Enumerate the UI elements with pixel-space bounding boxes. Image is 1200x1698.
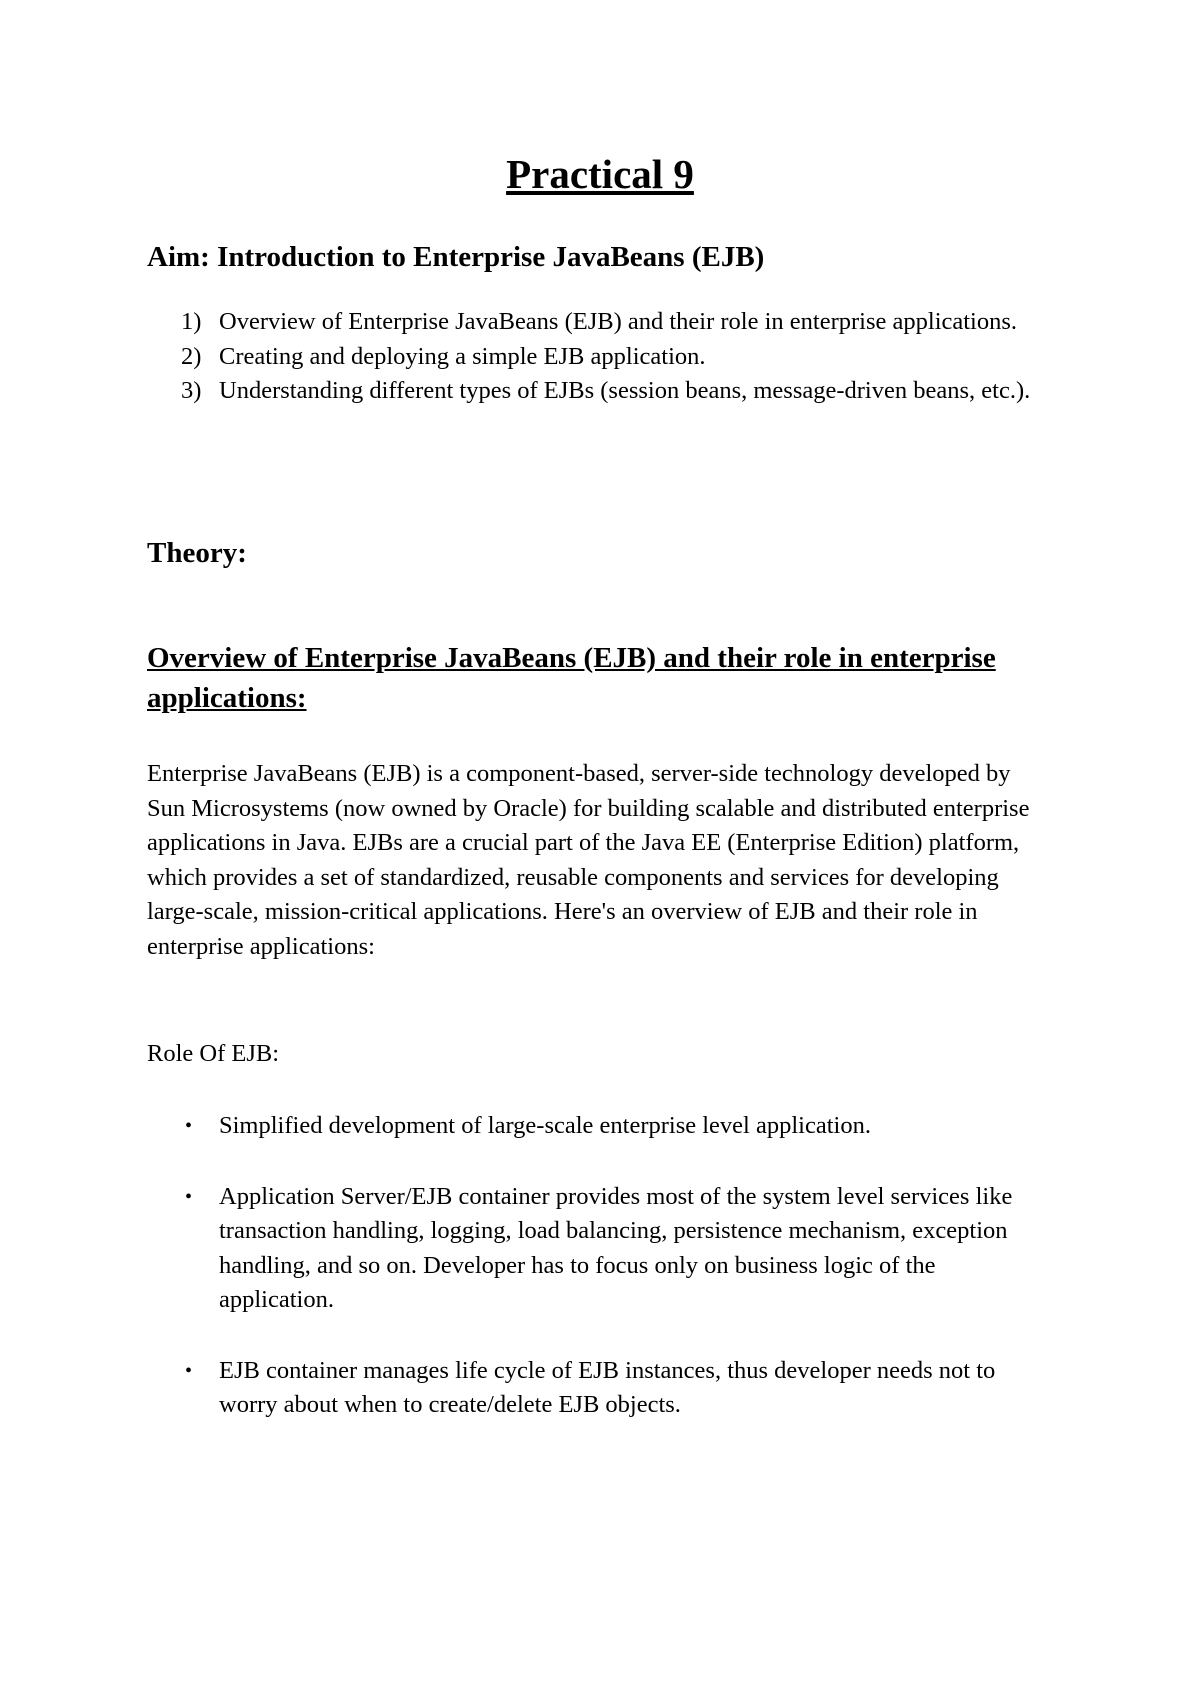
- aim-item: [147, 305, 1047, 340]
- aim-item-text: Creating and deploying a simple EJB application.: [219, 342, 706, 370]
- bullet-icon: •: [185, 1185, 193, 1208]
- role-bullet-list: [147, 1109, 1047, 1459]
- bullet-text: EJB container manages life cycle of EJB instances, thus developer needs not to worry about when to create/delete EJB objects.: [219, 1356, 996, 1418]
- bullet-item: [147, 1354, 1047, 1423]
- bullet-text: Simplified development of large-scale enterprise level application.: [219, 1112, 871, 1139]
- theory-heading: Theory:: [147, 537, 247, 569]
- aim-item-text: Understanding different types of EJBs (session beans, message-driven beans, etc.).: [219, 377, 1031, 404]
- role-heading: Role Of EJB:: [147, 1040, 280, 1067]
- bullet-icon: •: [185, 1359, 193, 1382]
- aim-item-number: 2): [181, 342, 202, 370]
- aim-item: [147, 340, 1047, 375]
- overview-paragraph: Enterprise JavaBeans (EJB) is a component-based, server-side technology developed by Sun Microsystems (now owned by Oracle) for building scalable and distributed enterprise applications in Java. EJBs are a crucial part of the Java EE (Enterprise Edition) platform, which provides a set of standardized, reusable components and services for developing large-scale, mission-critical applications. Here's an overview of EJB and their role in enterprise applications:: [147, 760, 1030, 960]
- aim-item-number: 1): [181, 308, 202, 335]
- bullet-item: [147, 1109, 1047, 1144]
- section-heading: Overview of Enterprise JavaBeans (EJB) and their role in enterprise applications:: [147, 642, 996, 714]
- aim-list: [147, 305, 1047, 409]
- page-title: Practical 9: [506, 151, 694, 197]
- aim-item: [147, 374, 1047, 409]
- aim-item-number: 3): [181, 377, 202, 404]
- bullet-text: Application Server/EJB container provides most of the system level services like transaction handling, logging, load balancing, persistence mechanism, exception handling, and so on. Developer has to focus only on business logic of the application.: [219, 1182, 1013, 1313]
- aim-item-text: Overview of Enterprise JavaBeans (EJB) and their role in enterprise applications.: [219, 308, 1018, 335]
- bullet-item: [147, 1180, 1047, 1318]
- bullet-icon: •: [185, 1115, 193, 1137]
- aim-heading: Aim: Introduction to Enterprise JavaBeans (EJB): [147, 241, 765, 273]
